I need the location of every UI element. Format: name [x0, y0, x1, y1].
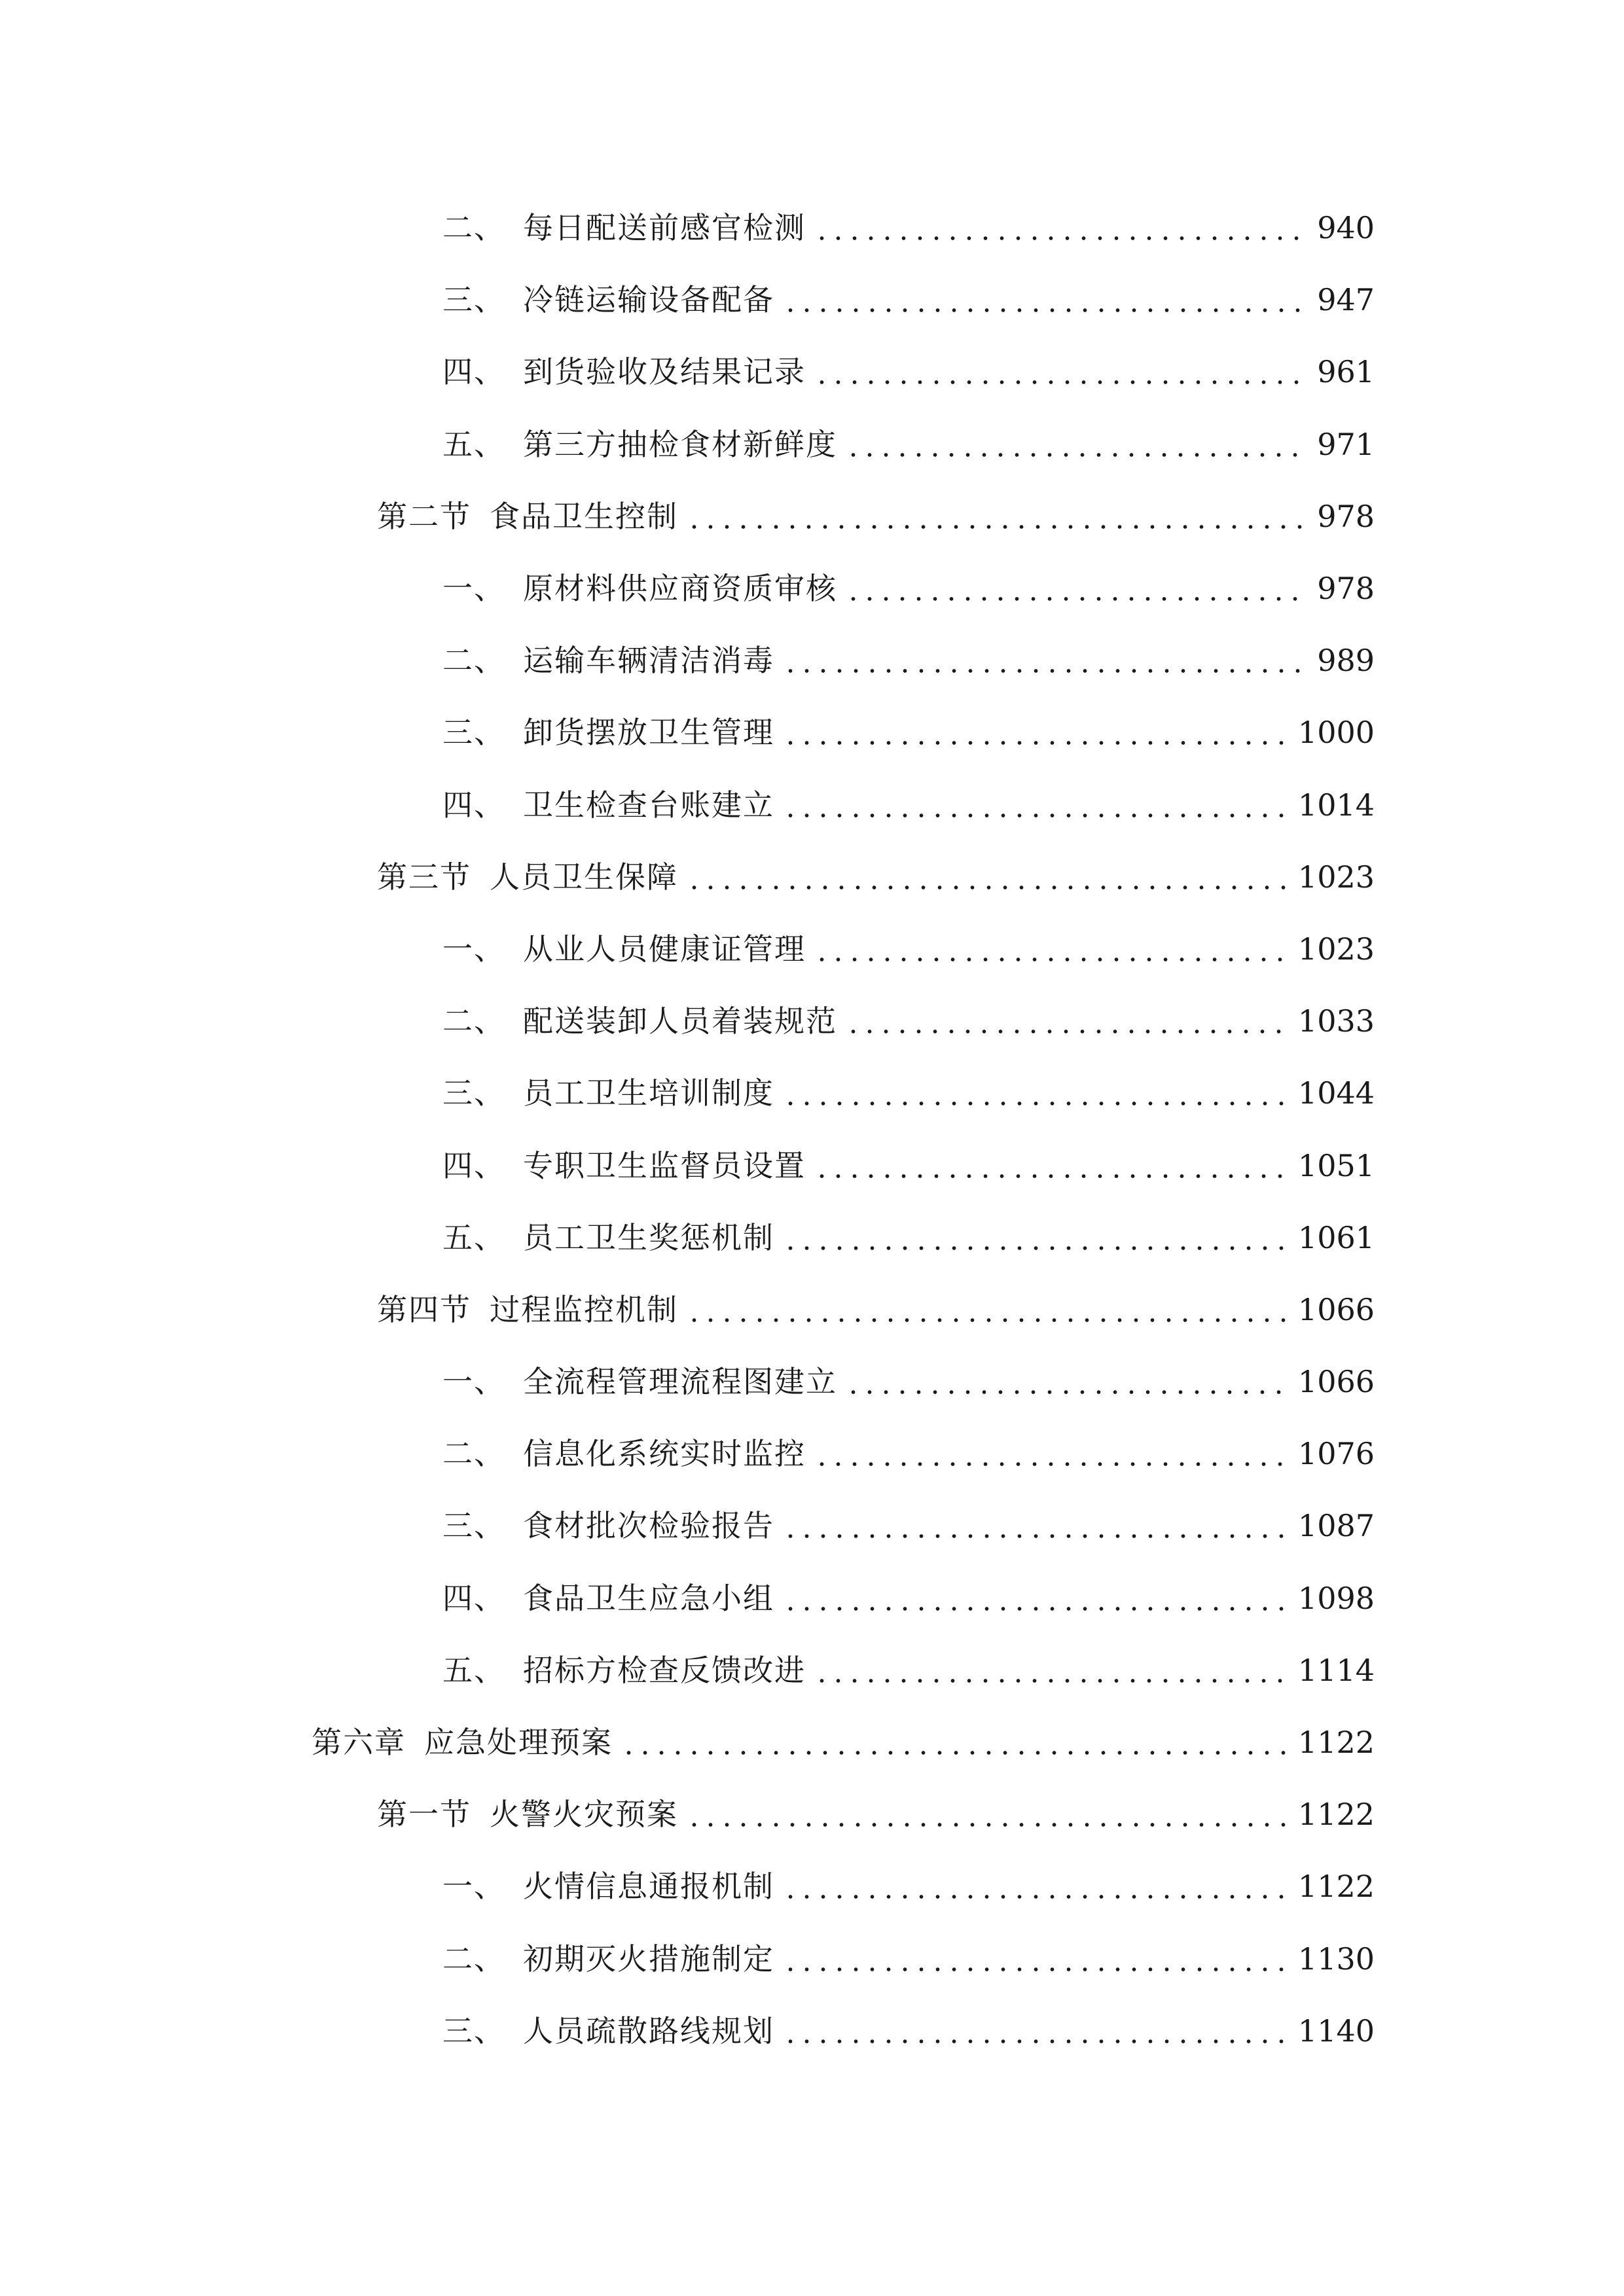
toc-entry-title: 全流程管理流程图建立 [523, 1364, 837, 1400]
toc-section-title: 过程监控机制 [490, 1291, 678, 1327]
toc-entry[interactable] [0, 1057, 1624, 1129]
toc-entry-title: 卫生检查台账建立 [523, 787, 774, 823]
toc-entry-title: 信息化系统实时监控 [523, 1436, 806, 1472]
table-of-contents [0, 192, 1624, 2067]
toc-entry-number: 三、 [442, 1075, 505, 1111]
toc-entry[interactable] [0, 1995, 1624, 2067]
toc-entry-page: 1066 [1297, 1364, 1375, 1400]
toc-entry-page: 1033 [1297, 1003, 1375, 1039]
toc-entry[interactable] [0, 1129, 1624, 1201]
toc-entry-page: 1130 [1297, 1941, 1375, 1977]
toc-entry[interactable] [0, 192, 1624, 264]
dot-leader [782, 1507, 1290, 1544]
toc-entry-number: 五、 [442, 1219, 505, 1255]
dot-leader [814, 353, 1309, 390]
toc-entry-title: 专职卫生监督员设置 [523, 1147, 806, 1183]
toc-entry-page: 1000 [1297, 715, 1375, 751]
toc-entry-page: 1122 [1297, 1725, 1375, 1761]
toc-entry[interactable] [0, 336, 1624, 408]
toc-section-entry[interactable] [0, 841, 1624, 913]
toc-section-entry[interactable] [0, 1778, 1624, 1850]
dot-leader [782, 2013, 1290, 2049]
dot-leader [782, 281, 1309, 318]
toc-entry-title: 员工卫生培训制度 [523, 1075, 774, 1111]
toc-entry[interactable] [0, 1202, 1624, 1274]
toc-entry[interactable] [0, 1490, 1624, 1562]
toc-entry[interactable] [0, 985, 1624, 1057]
dot-leader [782, 1219, 1290, 1256]
toc-entry[interactable] [0, 1850, 1624, 1922]
dot-leader [782, 714, 1290, 751]
dot-leader [814, 931, 1290, 967]
dot-leader [814, 1652, 1290, 1689]
toc-entry-page: 978 [1317, 571, 1375, 607]
toc-entry[interactable] [0, 769, 1624, 841]
toc-entry-page: 1114 [1297, 1652, 1375, 1688]
toc-entry-title: 运输车辆清洁消毒 [523, 643, 774, 679]
toc-entry-page: 1023 [1297, 859, 1375, 895]
toc-section-entry[interactable] [0, 1274, 1624, 1346]
dot-leader [845, 570, 1309, 607]
toc-entry-number: 四、 [442, 1147, 505, 1183]
toc-entry-title: 配送装卸人员着装规范 [523, 1003, 837, 1039]
toc-section-title: 人员卫生保障 [490, 859, 678, 895]
toc-entry-number: 五、 [442, 1652, 505, 1688]
toc-entry-number: 一、 [442, 1869, 505, 1905]
toc-entry-number: 五、 [442, 426, 505, 462]
toc-entry[interactable] [0, 552, 1624, 624]
toc-entry-number: 三、 [442, 2013, 505, 2049]
dot-leader [845, 1003, 1290, 1039]
toc-entry-page: 1140 [1297, 2013, 1375, 2049]
toc-entry-page: 1051 [1297, 1147, 1375, 1183]
toc-section-title: 火警火灾预案 [490, 1797, 678, 1833]
toc-entry-number: 三、 [442, 1508, 505, 1544]
toc-entry-page: 1122 [1297, 1797, 1375, 1833]
toc-entry-page: 1076 [1297, 1436, 1375, 1472]
toc-entry-number: 一、 [442, 571, 505, 607]
toc-entry[interactable] [0, 1346, 1624, 1418]
toc-entry-title: 冷链运输设备配备 [523, 282, 774, 318]
dot-leader [814, 1147, 1290, 1184]
toc-chapter-entry[interactable] [0, 1706, 1624, 1778]
toc-entry[interactable] [0, 913, 1624, 985]
dot-leader [782, 1075, 1290, 1111]
dot-leader [782, 787, 1290, 823]
dot-leader [845, 426, 1309, 463]
toc-entry-title: 食品卫生应急小组 [523, 1580, 774, 1616]
toc-entry-page: 940 [1317, 210, 1375, 246]
toc-entry-number: 三、 [442, 282, 505, 318]
dot-leader [782, 1941, 1290, 1977]
dot-leader [814, 1435, 1290, 1472]
toc-entry[interactable] [0, 1923, 1624, 1995]
toc-entry-page: 1087 [1297, 1508, 1375, 1544]
toc-entry-page: 961 [1317, 354, 1375, 390]
toc-entry-number: 四、 [442, 787, 505, 823]
toc-entry-page: 978 [1317, 498, 1375, 534]
dot-leader [814, 209, 1309, 246]
toc-section-number: 第一节 [377, 1797, 471, 1833]
toc-entry-number: 三、 [442, 715, 505, 751]
toc-entry-title: 到货验收及结果记录 [523, 354, 806, 390]
toc-section-entry[interactable] [0, 480, 1624, 552]
dot-leader [621, 1724, 1290, 1761]
toc-entry-number: 四、 [442, 1580, 505, 1616]
toc-entry-title: 火情信息通报机制 [523, 1869, 774, 1905]
toc-entry-number: 二、 [442, 1941, 505, 1977]
toc-entry-page: 1066 [1297, 1291, 1375, 1327]
toc-entry-page: 971 [1317, 426, 1375, 462]
toc-chapter-number: 第六章 [312, 1725, 406, 1761]
toc-entry-title: 招标方检查反馈改进 [523, 1652, 806, 1688]
dot-leader [782, 1580, 1290, 1617]
dot-leader [686, 859, 1290, 895]
toc-entry-page: 1044 [1297, 1075, 1375, 1111]
toc-entry[interactable] [0, 624, 1624, 696]
toc-entry-number: 二、 [442, 1003, 505, 1039]
toc-section-title: 食品卫生控制 [490, 498, 678, 534]
toc-entry[interactable] [0, 1418, 1624, 1490]
toc-section-number: 第三节 [377, 859, 471, 895]
toc-entry-page: 1061 [1297, 1219, 1375, 1255]
dot-leader [686, 498, 1309, 535]
toc-entry-title: 从业人员健康证管理 [523, 931, 806, 967]
toc-entry[interactable] [0, 1634, 1624, 1706]
toc-entry-page: 1023 [1297, 931, 1375, 967]
toc-entry-page: 1122 [1297, 1869, 1375, 1905]
toc-entry-number: 二、 [442, 210, 505, 246]
toc-entry-title: 人员疏散路线规划 [523, 2013, 774, 2049]
toc-section-number: 第四节 [377, 1291, 471, 1327]
dot-leader [782, 642, 1309, 679]
dot-leader [845, 1363, 1290, 1400]
toc-entry-title: 第三方抽检食材新鲜度 [523, 426, 837, 462]
toc-entry[interactable] [0, 264, 1624, 336]
toc-entry-title: 卸货摆放卫生管理 [523, 715, 774, 751]
toc-entry-title: 初期灭火措施制定 [523, 1941, 774, 1977]
toc-entry-title: 每日配送前感官检测 [523, 210, 806, 246]
toc-entry-page: 1098 [1297, 1580, 1375, 1616]
toc-entry-page: 947 [1317, 282, 1375, 318]
toc-entry-title: 原材料供应商资质审核 [523, 571, 837, 607]
toc-entry-number: 二、 [442, 643, 505, 679]
toc-entry[interactable] [0, 408, 1624, 480]
toc-entry-page: 1014 [1297, 787, 1375, 823]
toc-entry-title: 员工卫生奖惩机制 [523, 1219, 774, 1255]
toc-entry-page: 989 [1317, 643, 1375, 679]
toc-entry-number: 一、 [442, 1364, 505, 1400]
dot-leader [686, 1796, 1290, 1833]
toc-entry-number: 一、 [442, 931, 505, 967]
toc-chapter-title: 应急处理预案 [424, 1725, 613, 1761]
toc-section-number: 第二节 [377, 498, 471, 534]
dot-leader [686, 1291, 1290, 1328]
toc-entry-number: 二、 [442, 1436, 505, 1472]
toc-entry[interactable] [0, 1562, 1624, 1634]
dot-leader [782, 1868, 1290, 1905]
toc-entry-title: 食材批次检验报告 [523, 1508, 774, 1544]
toc-entry[interactable] [0, 696, 1624, 768]
toc-entry-number: 四、 [442, 354, 505, 390]
